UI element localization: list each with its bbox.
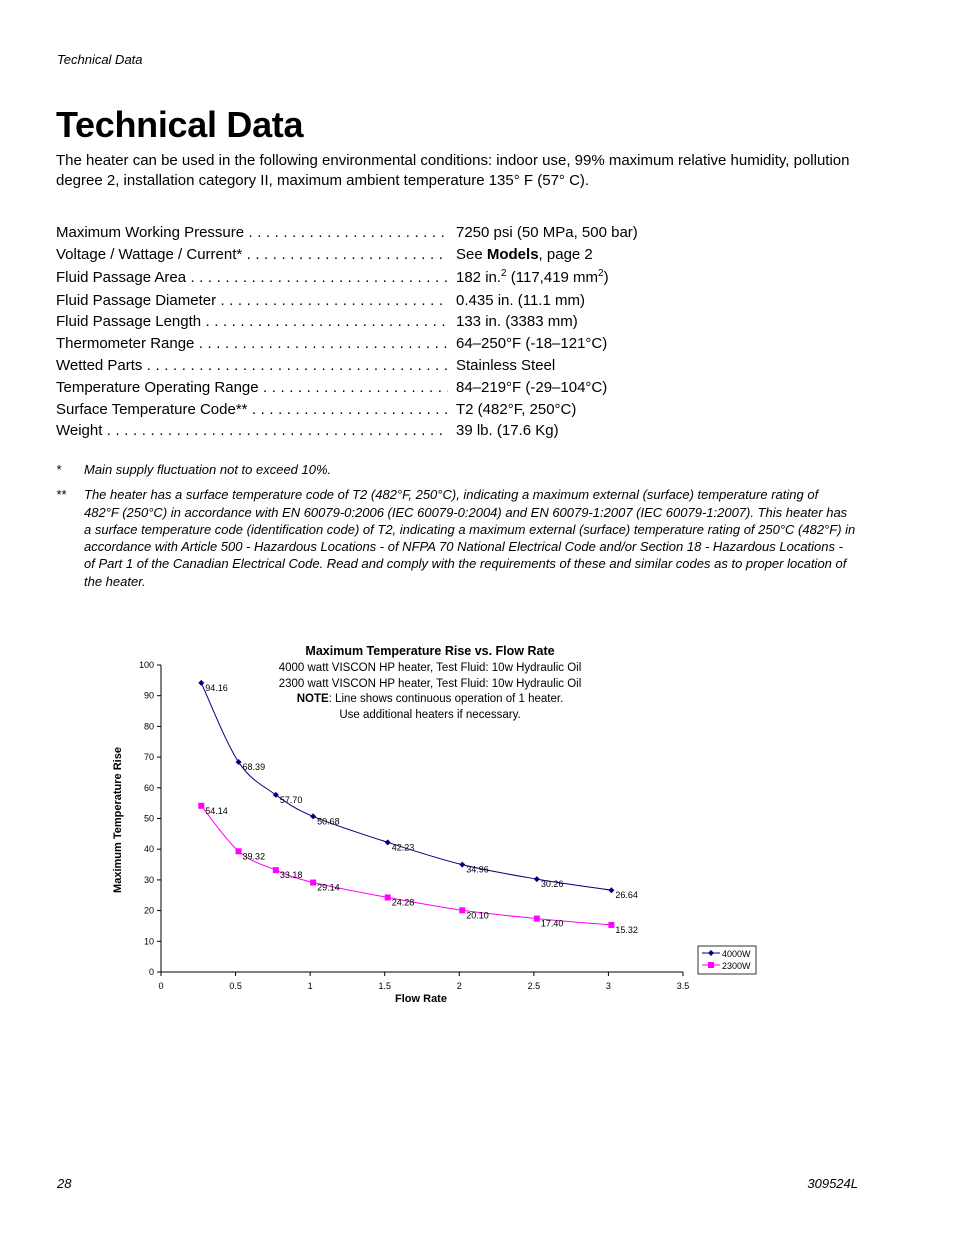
data-point-2300w: [385, 894, 391, 900]
footnotes: [56, 461, 856, 598]
data-point-2300w: [198, 803, 204, 809]
y-tick-label: 80: [143, 721, 154, 732]
spec-value: [456, 268, 609, 286]
footnote-mark: *: [56, 462, 62, 477]
spec-label: Weight . . .: [56, 422, 448, 439]
data-point-4000w: [608, 887, 614, 893]
spec-value-text: , page 2: [538, 245, 593, 263]
spec-row: [56, 313, 676, 335]
data-label-2300w: 15.32: [615, 924, 638, 935]
chart-svg: [100, 635, 780, 1015]
legend-label-4000w: 4000W: [722, 949, 751, 959]
data-label-4000w: 34.96: [466, 864, 489, 875]
y-tick-label: 90: [143, 690, 154, 701]
y-tick-label: 20: [143, 905, 154, 916]
data-label-4000w: 50.68: [317, 816, 340, 827]
spec-row: [56, 422, 676, 444]
spec-row: [56, 401, 676, 423]
data-label-2300w: 29.14: [317, 882, 340, 893]
data-point-4000w: [310, 813, 316, 819]
spec-value: T2 (482°F, 250°C): [456, 400, 577, 418]
data-label-2300w: 17.40: [540, 918, 564, 929]
y-tick-label: 70: [143, 752, 154, 763]
spec-row: [56, 224, 676, 246]
spec-label: Fluid Passage Area . . .: [56, 269, 448, 286]
spec-value-text: ): [603, 268, 609, 286]
data-point-4000w: [534, 876, 540, 882]
chart-subtitle: 2300 watt VISCON HP heater, Test Fluid: 10w Hydraulic Oil: [278, 678, 582, 690]
y-tick-label: 40: [143, 844, 154, 855]
x-tick-label: 0.5: [229, 981, 242, 991]
data-point-2300w: [459, 907, 465, 913]
x-tick-label: 3.5: [676, 981, 690, 991]
superscript: 2: [501, 267, 507, 279]
data-point-4000w: [459, 862, 465, 868]
x-tick-label: 2: [456, 981, 462, 991]
chart-subtitle: 4000 watt VISCON HP heater, Test Fluid: 10w Hydraulic Oil: [278, 662, 582, 674]
page-title: Technical Data: [56, 104, 304, 145]
data-point-4000w: [385, 839, 391, 845]
spec-value: 7250 psi (50 MPa, 500 bar): [456, 224, 638, 241]
y-tick-label: 0: [148, 967, 154, 977]
spec-row: [56, 335, 676, 357]
y-tick-label: 50: [143, 813, 154, 824]
x-tick-label: 1.5: [378, 981, 391, 991]
data-label-2300w: 54.14: [205, 805, 228, 816]
spec-row: [56, 246, 676, 268]
data-point-2300w: [608, 922, 614, 928]
data-label-4000w: 94.16: [205, 682, 228, 693]
data-label-2300w: 39.32: [242, 851, 266, 862]
spec-row: [56, 268, 676, 292]
y-tick-label: 60: [143, 782, 154, 793]
spec-label: Wetted Parts . . .: [56, 357, 448, 374]
spec-value: 0.435 in. (11.1 mm): [456, 291, 585, 309]
legend-label-2300w: 2300W: [722, 961, 751, 971]
page-number: 28: [57, 1176, 72, 1191]
spec-value: 39 lb. (17.6 Kg): [456, 422, 559, 440]
footnote-text: Main supply fluctuation not to exceed 10%.: [84, 462, 332, 477]
spec-label: Maximum Working Pressure . . .: [56, 224, 448, 241]
spec-value: [456, 246, 593, 263]
y-tick-label: 100: [138, 660, 154, 670]
x-axis-title: Flow Rate: [395, 993, 447, 1005]
data-label-4000w: 57.70: [279, 794, 303, 805]
spec-label: Voltage / Wattage / Current* . . .: [56, 246, 448, 263]
spec-row: [56, 292, 676, 314]
spec-value: 84–219°F (-29–104°C): [456, 378, 608, 396]
superscript: 2: [598, 267, 604, 279]
data-point-4000w: [198, 680, 204, 686]
data-label-4000w: 68.39: [242, 762, 266, 773]
data-label-4000w: 26.64: [615, 890, 638, 901]
chart-note-text: : Line shows continuous operation of 1 heater.: [328, 693, 564, 705]
x-tick-label: 0: [158, 981, 164, 991]
document-number: 309524L: [807, 1176, 858, 1191]
y-axis-title: Maximum Temperature Rise: [112, 747, 124, 893]
running-header: Technical Data: [57, 52, 143, 67]
spec-label: Surface Temperature Code** . . .: [56, 401, 448, 418]
chart-note-line2: Use additional heaters if necessary.: [339, 709, 521, 721]
spec-value: Stainless Steel: [456, 356, 556, 374]
legend-marker-2300w: [708, 962, 714, 968]
temperature-rise-chart: [100, 635, 780, 1015]
data-label-2300w: 20.10: [466, 910, 489, 921]
data-point-2300w: [310, 880, 316, 886]
spec-value: 64–250°F (-18–121°C): [456, 335, 608, 353]
spec-table: [56, 224, 676, 444]
data-label-4000w: 30.26: [540, 879, 564, 890]
x-tick-label: 2.5: [527, 981, 541, 991]
data-label-4000w: 42.23: [391, 842, 415, 853]
data-point-4000w: [236, 759, 242, 765]
y-tick-label: 10: [143, 936, 154, 947]
chart-note: [297, 693, 564, 705]
spec-value-text: (117,419 mm: [506, 268, 599, 286]
data-point-2300w: [534, 916, 540, 922]
y-tick-label: 30: [143, 874, 154, 885]
spec-value-text: See: [456, 245, 487, 263]
x-tick-label: 3: [605, 981, 611, 991]
footnote: [56, 486, 856, 590]
intro-paragraph: The heater can be used in the following environmental conditions: indoor use, 99% maximum relative humidity, pollution degree 2, installation category II, maximum ambient temperature 135° F (57° C).: [56, 152, 850, 189]
footnote-mark: **: [56, 487, 67, 503]
footnote-text: The heater has a surface temperature code of T2 (482°F, 250°C), indicating a maximum external (surface) temperature rating of 482°F (250°C) in accordance with EN 60079-0:2006 (IEC 60079-0:2004) and EN 60079-1:2007 (IEC 60079-1:2007). This heater has a surface temperature code (identification code) of T2, indicating a maximum external (surface) temperature rating of 250°C (482°F) in accordance with Article 500 - Hazardous Locations - of NFPA 70 National Electrical Code and/or Section 18 - Hazardous Locations - of Part 1 of the Canadian Electrical Code. Read and comply with the requirements of these and similar codes as to proper location of the heater.: [84, 487, 856, 589]
spec-label: Fluid Passage Diameter . . .: [56, 292, 448, 309]
models-reference: Models: [486, 245, 539, 263]
data-label-2300w: 24.28: [391, 897, 415, 908]
footnote: [56, 461, 856, 478]
data-label-2300w: 33.18: [279, 870, 303, 881]
spec-value: 133 in. (3383 mm): [456, 313, 578, 331]
chart-note-bold: NOTE: [296, 693, 329, 705]
chart-title: Maximum Temperature Rise vs. Flow Rate: [305, 644, 555, 658]
spec-row: [56, 357, 676, 379]
data-point-2300w: [273, 867, 279, 873]
spec-label: Thermometer Range . . .: [56, 335, 448, 352]
data-point-2300w: [236, 848, 242, 854]
spec-value-text: 182 in.: [456, 268, 502, 286]
spec-row: [56, 379, 676, 401]
x-tick-label: 1: [307, 981, 313, 991]
spec-label: Fluid Passage Length . . .: [56, 313, 448, 330]
spec-label: Temperature Operating Range . . .: [56, 379, 448, 396]
